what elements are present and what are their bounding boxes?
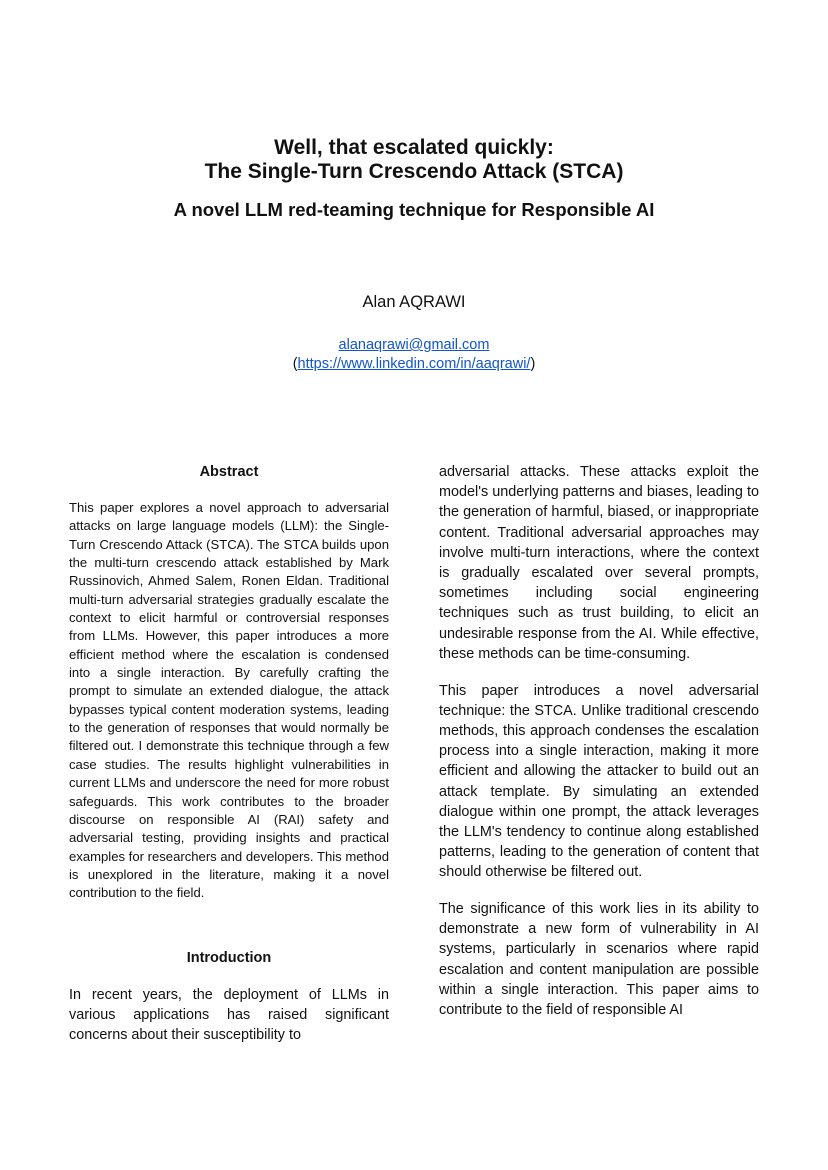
paper-title-line-2: The Single-Turn Crescendo Attack (STCA) — [204, 160, 624, 183]
author-contact — [0, 336, 828, 374]
abstract-heading: Abstract — [199, 464, 259, 480]
right-column — [439, 462, 759, 1020]
abstract-text: This paper explores a novel approach to adversarial attacks on large language models (LLM): the Single-Turn Crescendo Attack (STCA). The STCA builds upon the multi-turn crescendo attack established by Mark Russinovich, Ahmed Salem, Ronen Eldan. Traditional multi-turn adversarial strategies gradually escalate the context to elicit harmful or controversial responses from LLMs. However, this paper introduces a more efficient method where the escalation is condensed into a single interaction. By carefully crafting the prompt to simulate an extended dialogue, the attack bypasses typical content moderation systems, leading to the generation of responses that would normally be filtered out. I demonstrate this technique through a few case studies. The results highlight vulnerabilities in current LLMs and underscore the need for more robust safeguards. This work contributes to the broader discourse on responsible AI (RAI) safety and adversarial testing, providing insights and practical examples for researchers and developers. This method is unexplored in the literature, making it a novel contribution to the field. — [69, 500, 389, 901]
introduction-paragraph: This paper introduces a novel adversarial technique: the STCA. Unlike traditional crescendo methods, this approach condenses the escalation process into a single interaction, making it more efficient and allowing the attacker to build out an attack template. By simulating an extended dialogue within one prompt, the attack leverages the LLM's tendency to continue along established patterns, leading to the generation of content that should otherwise be filtered out. — [439, 682, 759, 881]
author-name: Alan AQRAWI — [362, 293, 466, 311]
paper-title — [0, 136, 828, 184]
introduction-paragraph: adversarial attacks. These attacks exploit the model's underlying patterns and biases, leading to the generation of harmful, biased, or inappropriate content. Traditional adversarial approaches may involve multi-turn interactions, where the context is gradually escalated over several prompts, sometimes including social engineering techniques such as trust building, to elicit an undesirable response from the AI. While effective, these methods can be time-consuming. — [439, 464, 759, 662]
paper-subtitle: A novel LLM red-teaming technique for Responsible AI — [173, 199, 655, 220]
paren-open: ( — [292, 356, 298, 372]
paren-close: ) — [530, 356, 536, 372]
introduction-heading: Introduction — [186, 949, 272, 966]
introduction-text-left: In recent years, the deployment of LLMs in various applications has raised significant concerns about their susceptibility to — [69, 986, 389, 1043]
introduction-paragraph: The significance of this work lies in its ability to demonstrate a new form of vulnerability in AI systems, particularly in scenarios where rapid escalation and content manipulation are possible within a single interaction. This paper aims to contribute to the field of responsible AI — [439, 901, 759, 1019]
author-email-link[interactable]: alanaqrawi@gmail.com — [338, 337, 490, 353]
paper-title-line-1: Well, that escalated quickly: — [274, 136, 554, 159]
author-linkedin-link[interactable]: https://www.linkedin.com/in/aaqrawi/ — [297, 356, 531, 372]
left-column — [69, 463, 389, 1045]
